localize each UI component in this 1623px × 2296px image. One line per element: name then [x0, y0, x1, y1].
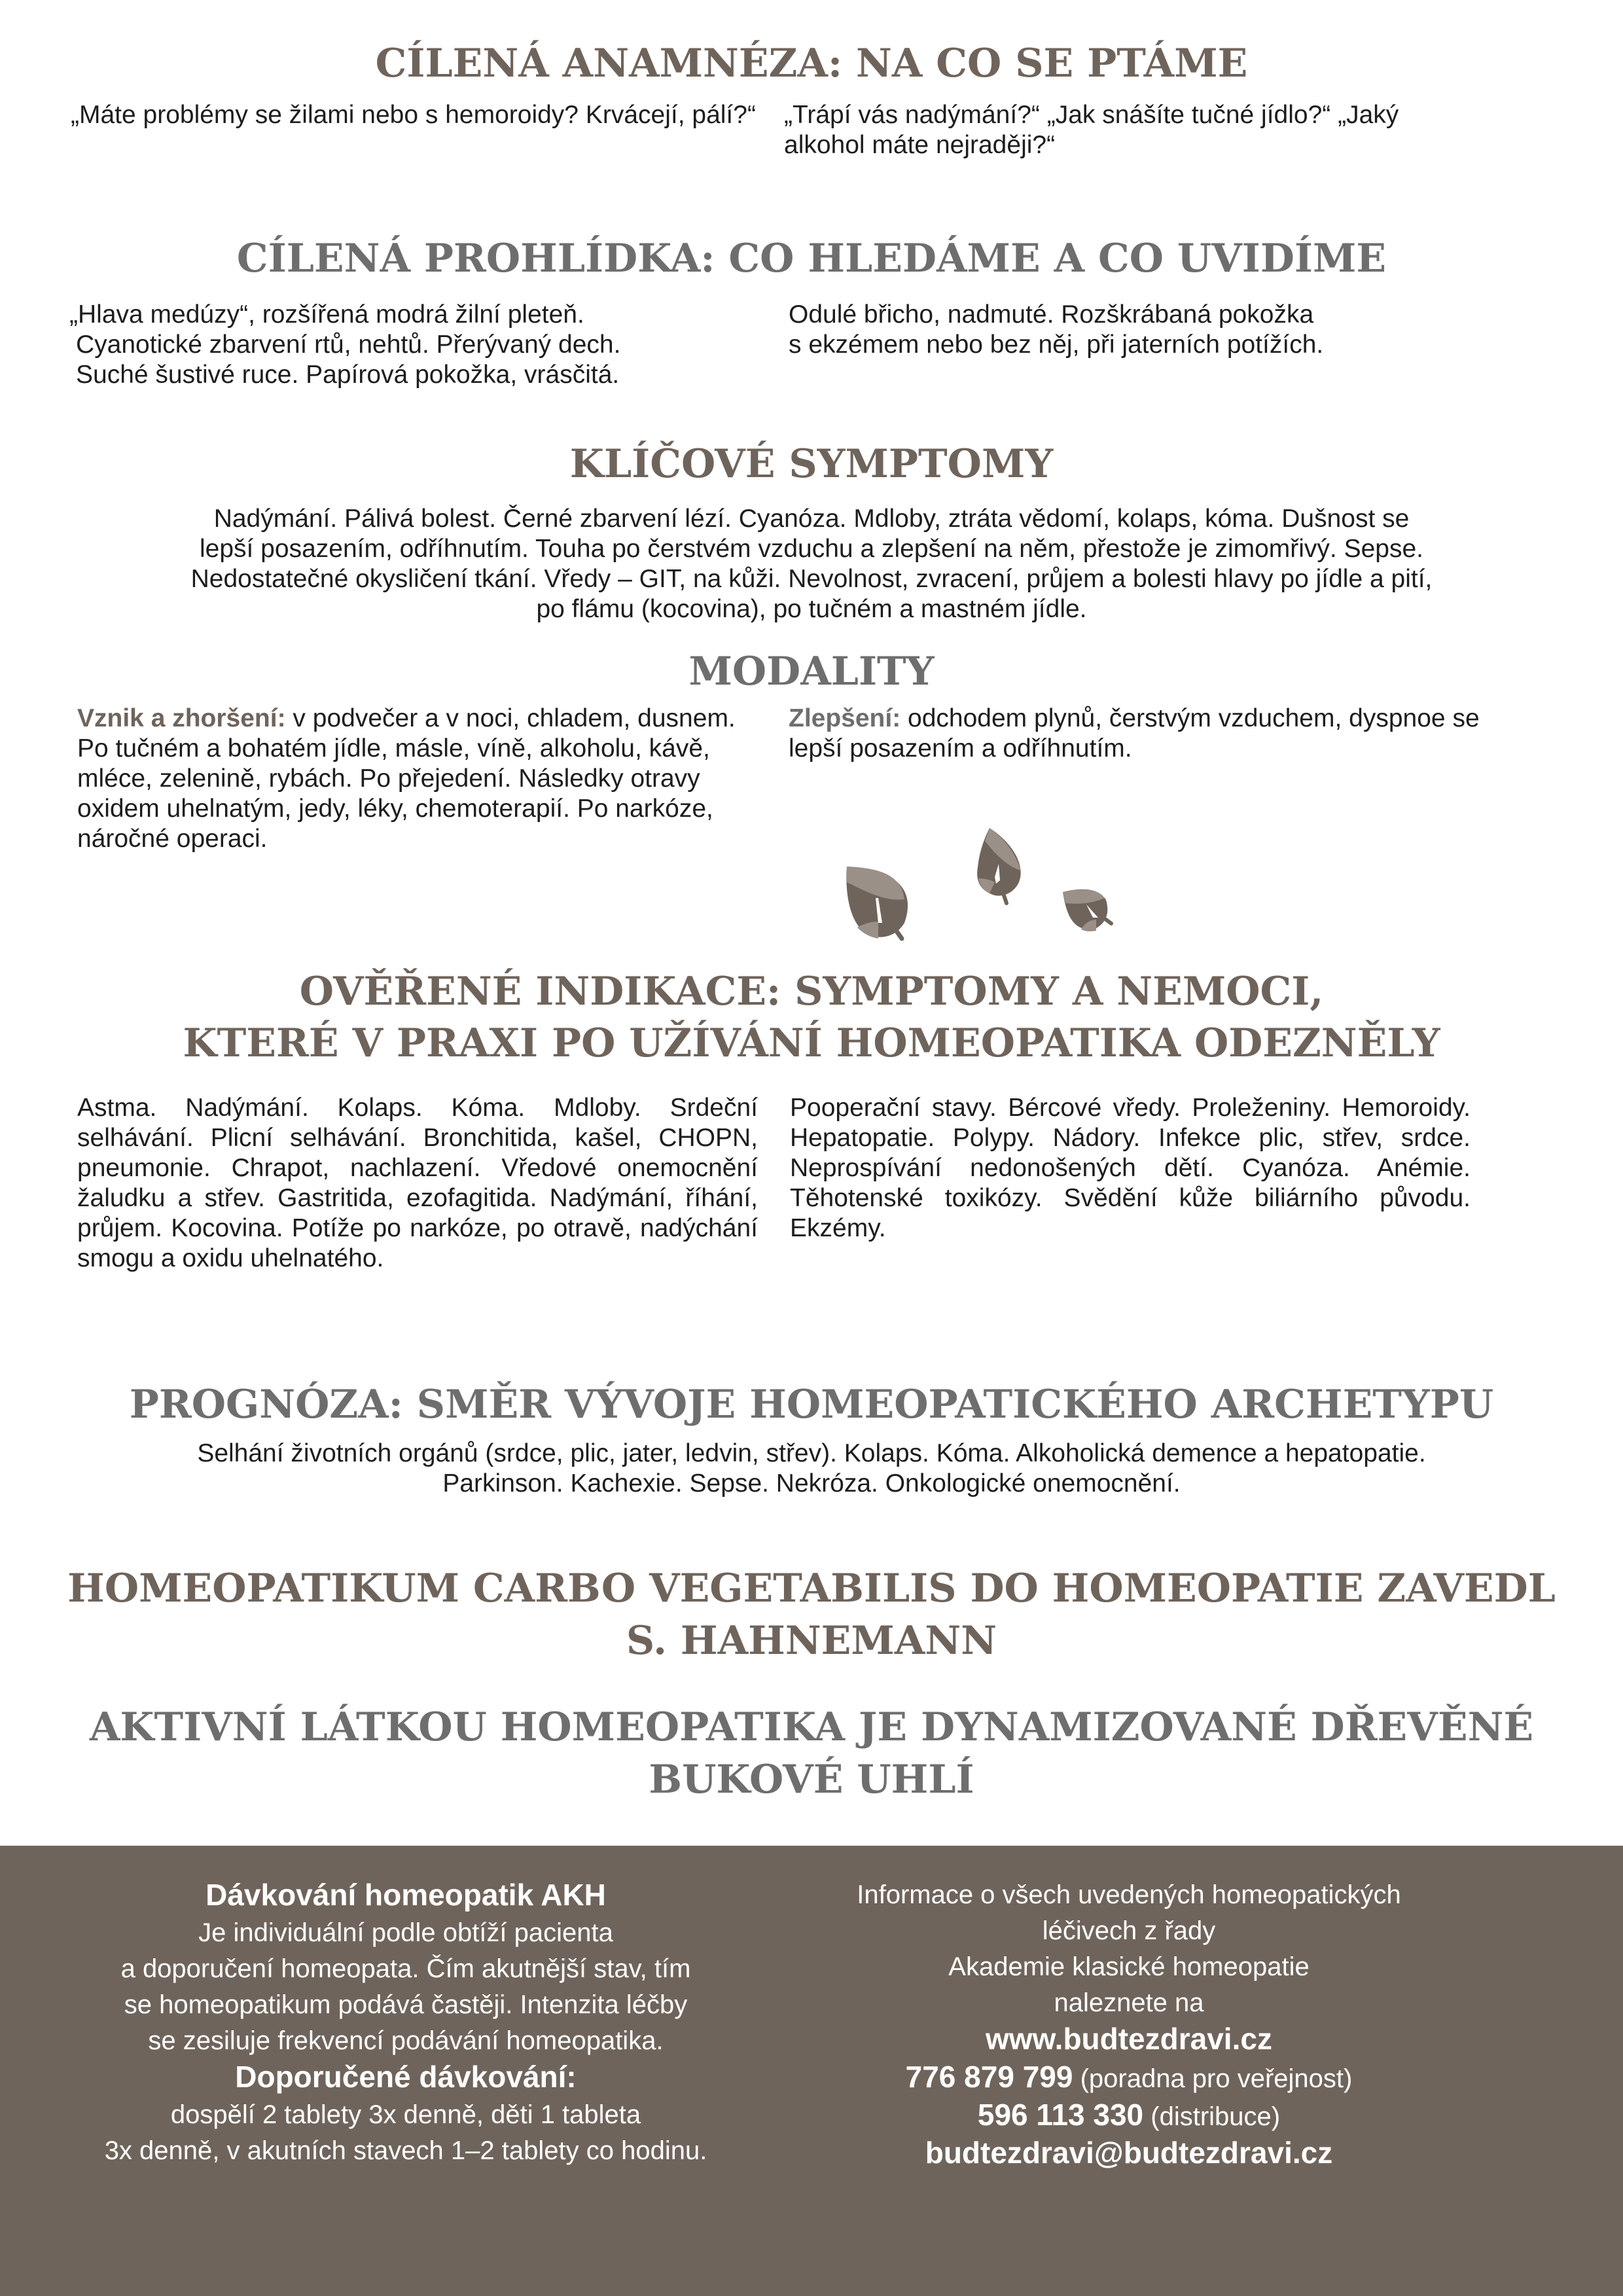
modality-better — [789, 704, 1482, 764]
text-line: naleznete na — [1054, 1988, 1204, 2017]
text-line: „Hlava medúzy“, rozšířená modrá žilní pleteň. — [69, 300, 584, 329]
statement-active-substance-line1: AKTIVNÍ LÁTKOU HOMEOPATIKA JE DYNAMIZOVANÉ DŘEVĚNÉ — [89, 1704, 1534, 1750]
recommended-dosage-title: Doporučené dávkování: — [235, 2060, 577, 2094]
text-line: Parkinson. Kachexie. Sepse. Nekróza. Onkologické onemocnění. — [442, 1469, 1181, 1498]
text-line: s ekzémem nebo bez něj, při jaterních potížích. — [789, 331, 1324, 359]
footer-contact — [789, 1877, 1469, 2173]
text-line: Nadýmání. Pálivá bolest. Černé zbarvení lézí. Cyanóza. Mdloby, ztráta vědomí, kolaps, kóma. Dušnost se — [213, 505, 1410, 533]
text-line: 3x denně, v akutních stavech 1–2 tablety co hodinu. — [104, 2136, 707, 2165]
leaves-icon — [818, 805, 1211, 969]
prohlidka-left-text — [69, 300, 776, 390]
text-line: a doporučení homeopata. Čím akutnější stav, tím — [120, 1954, 691, 1983]
website-link[interactable]: www.budtezdravi.cz — [986, 2022, 1272, 2056]
anamneza-left-text: „Máte problémy se žilami nebo s hemoroidy? Krvácejí, pálí?“ — [71, 101, 756, 129]
statement-introduced-by-line1: HOMEOPATIKUM CARBO VEGETABILIS DO HOMEOPATIE ZAVEDL — [67, 1566, 1556, 1611]
footer-dosage — [65, 1877, 746, 2169]
text-line: se homeopatikum podává častěji. Intenzita léčby — [124, 1990, 688, 2019]
section-title-modality: MODALITY — [688, 649, 935, 694]
section-title-prognoza: PROGNÓZA: SMĚR VÝVOJE HOMEOPATICKÉHO ARCHETYPU — [129, 1382, 1494, 1427]
section-title-anamneza: CÍLENÁ ANAMNÉZA: NA CO SE PTÁME — [375, 41, 1248, 86]
statement-active-substance-line2: BUKOVÉ UHLÍ — [649, 1757, 974, 1803]
footer-panel — [0, 1846, 1623, 2296]
text-line: Informace o všech uvedených homeopatických — [857, 1880, 1401, 1909]
section-title-prohlidka: CÍLENÁ PROHLÍDKA: CO HLEDÁME A CO UVIDÍME — [236, 236, 1387, 281]
phone-distribution-note: (distribuce) — [1143, 2102, 1281, 2131]
text-line: Akademie klasické homeopatie — [948, 1952, 1310, 1981]
modality-better-text: odchodem plynů, čerstvým vzduchem, dyspnoe se lepší posazením a odříhnutím. — [789, 704, 1480, 762]
indikace-left-text: Astma. Nadýmání. Kolaps. Kóma. Mdloby. Srdeční selhávání. Plicní selhávání. Bronchitida, kašel, CHOPN, pneumonie. Chrapot, nachlazení. Vředové onemocnění žaludku a střev. Gastritida, ezofagitida. Nadýmání, říhání, průjem. Kocovina. Potíže po narkóze, po otravě, nadýchání smogu a oxidu uhelnatého. — [77, 1094, 758, 1272]
section-title-indikace-line2: KTERÉ V PRAXI PO UŽÍVÁNÍ HOMEOPATIKA ODEZNĚLY — [183, 1020, 1440, 1066]
prognoza-text — [0, 1439, 1623, 1499]
statement-introduced-by-line2: S. HAHNEMANN — [626, 1618, 997, 1664]
email-link[interactable]: budtezdravi@budtezdravi.cz — [925, 2136, 1333, 2170]
text-line: Odulé břicho, nadmuté. Rozškrábaná pokožka — [789, 300, 1314, 329]
modality-worse — [77, 704, 771, 854]
text-line: se zesiluje frekvencí podávání homeopatika. — [148, 2026, 664, 2055]
text-line: Cyanotické zbarvení rtů, nehtů. Přerývaný dech. — [76, 331, 621, 359]
symptomy-text — [0, 504, 1623, 624]
text-line: dospělí 2 tablety 3x denně, děti 1 tableta — [170, 2100, 641, 2129]
text-line: léčivech z řady — [1042, 1916, 1216, 1945]
text-line: po flámu (kocovina), po tučném a mastném jídle. — [536, 595, 1087, 623]
text-line: Je individuální podle obtíží pacienta — [198, 1918, 613, 1947]
section-title-indikace-line1: OVĚŘENÉ INDIKACE: SYMPTOMY A NEMOCI, — [299, 969, 1324, 1014]
phone-public-advice[interactable]: 776 879 799 — [905, 2060, 1073, 2094]
indikace-right-text: Pooperační stavy. Bércové vředy. Proleženiny. Hemoroidy. Hepatopatie. Polypy. Nádory. Infekce plic, střev, srdce. Neprospívání nedonošených dětí. Cyanóza. Anémie. Těhotenské toxikózy. Svědění kůže biliárního původu. Ekzémy. — [790, 1094, 1471, 1242]
modality-worse-text: v podvečer a v noci, chladem, dusnem. Po tučném a bohatém jídle, másle, víně, alkoholu, kávě, mléce, zelenině, rybách. Po přejedení. Následky otravy oxidem uhelnatým, jedy, léky, chemoterapií. Po narkóze, náročné operaci. — [77, 704, 736, 853]
phone-distribution[interactable]: 596 113 330 — [977, 2098, 1144, 2132]
anamneza-right-text: „Trápí vás nadýmání?“ „Jak snášíte tučné jídlo?“ „Jaký alkohol máte nejraději?“ — [784, 101, 1399, 159]
text-line: Nedostatečné okysličení tkání. Vředy – GIT, na kůži. Nevolnost, zvracení, průjem a bolesti hlavy po jídle a pití, — [190, 565, 1433, 593]
section-title-symptomy: KLÍČOVÉ SYMPTOMY — [569, 441, 1054, 487]
text-line: Selhání životních orgánů (srdce, plic, jater, ledvin, střev). Kolaps. Kóma. Alkoholická demence a hepatopatie. — [197, 1439, 1426, 1467]
text-line: Suché šustivé ruce. Papírová pokožka, vrásčitá. — [76, 361, 620, 389]
modality-better-label: Zlepšení: — [789, 704, 901, 732]
modality-worse-label: Vznik a zhoršení: — [77, 704, 286, 732]
dosage-title: Dávkování homeopatik AKH — [205, 1878, 606, 1912]
prohlidka-right-text — [789, 300, 1508, 360]
phone-public-note: (poradna pro veřejnost) — [1073, 2064, 1353, 2093]
text-line: lepší posazením, odříhnutím. Touha po čerstvém vzduchu a zlepšení na něm, přestože je zimomřivý. Sepse. — [199, 535, 1424, 563]
